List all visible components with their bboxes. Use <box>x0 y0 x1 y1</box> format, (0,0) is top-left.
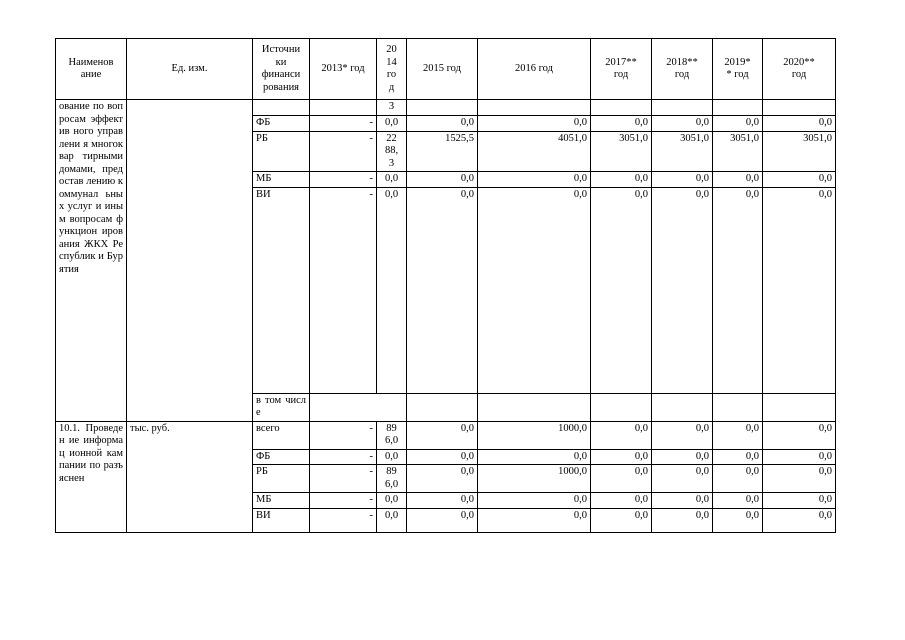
table-row <box>56 100 836 116</box>
cell-2013: - <box>310 508 377 532</box>
cell <box>591 100 652 116</box>
cell-2017: 0,0 <box>591 187 652 393</box>
cell <box>713 100 763 116</box>
cell <box>310 100 377 116</box>
cell-2013: - <box>310 421 377 449</box>
header-unit: Ед. изм. <box>127 39 253 100</box>
cell-2014: 0,0 <box>377 508 407 532</box>
cell <box>478 393 591 421</box>
header-2020: 2020** год <box>763 39 836 100</box>
cell <box>591 393 652 421</box>
cell-2015: 0,0 <box>407 116 478 132</box>
cell-2016: 1000,0 <box>478 421 591 449</box>
cell-2020: 3051,0 <box>763 131 836 172</box>
cell-2017: 0,0 <box>591 508 652 532</box>
financing-table <box>55 38 836 533</box>
cell-2013: - <box>310 172 377 188</box>
cell-2014: 0,0 <box>377 116 407 132</box>
cell-source: ФБ <box>253 449 310 465</box>
cell-2018: 0,0 <box>652 116 713 132</box>
cell-2017: 0,0 <box>591 172 652 188</box>
cell-2013: - <box>310 187 377 393</box>
cell <box>763 100 836 116</box>
cell-2019: 3051,0 <box>713 131 763 172</box>
cell-2019: 0,0 <box>713 172 763 188</box>
cell-2019: 0,0 <box>713 449 763 465</box>
cell-2017: 0,0 <box>591 116 652 132</box>
cell <box>652 100 713 116</box>
cell-2017: 0,0 <box>591 449 652 465</box>
cell-2020: 0,0 <box>763 449 836 465</box>
cell-2020: 0,0 <box>763 187 836 393</box>
header-row <box>56 39 836 100</box>
cell-2018: 0,0 <box>652 449 713 465</box>
cell-2018: 0,0 <box>652 421 713 449</box>
block2-unit: тыс. руб. <box>127 421 253 532</box>
cell-2020: 0,0 <box>763 508 836 532</box>
cell-2015: 0,0 <box>407 172 478 188</box>
cell-2018: 0,0 <box>652 493 713 509</box>
cell-2014: 3 <box>377 100 407 116</box>
cell-2014: 0,0 <box>377 172 407 188</box>
cell-2014: 0,0 <box>377 449 407 465</box>
cell-2017: 0,0 <box>591 421 652 449</box>
cell-2017: 0,0 <box>591 493 652 509</box>
cell-2019: 0,0 <box>713 465 763 493</box>
cell <box>407 393 478 421</box>
cell-2016: 0,0 <box>478 508 591 532</box>
cell-source: МБ <box>253 493 310 509</box>
cell-2015: 1525,5 <box>407 131 478 172</box>
including-label: в том числе <box>253 393 310 421</box>
cell-source: всего <box>253 421 310 449</box>
cell-2019: 0,0 <box>713 116 763 132</box>
cell-2015: 0,0 <box>407 465 478 493</box>
cell-source: МБ <box>253 172 310 188</box>
cell <box>652 393 713 421</box>
header-source: Источни ки финанси рования <box>253 39 310 100</box>
cell <box>253 100 310 116</box>
cell-2014: 0,0 <box>377 493 407 509</box>
cell-2016: 4051,0 <box>478 131 591 172</box>
cell-2020: 0,0 <box>763 172 836 188</box>
cell-2020: 0,0 <box>763 465 836 493</box>
cell-2013: - <box>310 465 377 493</box>
block2-name: 10.1. Проведен ие информац ионной кампании по разъяснен <box>56 421 127 532</box>
cell-2019: 0,0 <box>713 421 763 449</box>
cell-2015: 0,0 <box>407 187 478 393</box>
cell-source: ФБ <box>253 116 310 132</box>
cell-2015: 0,0 <box>407 493 478 509</box>
cell-2020: 0,0 <box>763 421 836 449</box>
cell-2018: 3051,0 <box>652 131 713 172</box>
header-2016: 2016 год <box>478 39 591 100</box>
cell-2020: 0,0 <box>763 116 836 132</box>
cell-source: РБ <box>253 465 310 493</box>
cell-source: ВИ <box>253 508 310 532</box>
cell-2018: 0,0 <box>652 187 713 393</box>
cell-2019: 0,0 <box>713 493 763 509</box>
header-2017: 2017** год <box>591 39 652 100</box>
cell-2014: 0,0 <box>377 187 407 393</box>
cell-2015: 0,0 <box>407 421 478 449</box>
cell-2017: 0,0 <box>591 465 652 493</box>
block1-name: ование по вопросам эффектив ного управлени я многоквар тирными домами, предостав лению коммунал ьных услуг и иным вопросам функцион ирования ЖКХ Республик и Бурятия <box>56 100 127 422</box>
header-name: Наименов ание <box>56 39 127 100</box>
cell-2020: 0,0 <box>763 493 836 509</box>
cell-2016: 0,0 <box>478 172 591 188</box>
header-2019: 2019* * год <box>713 39 763 100</box>
cell-2015: 0,0 <box>407 449 478 465</box>
cell-2016: 0,0 <box>478 116 591 132</box>
cell-2018: 0,0 <box>652 172 713 188</box>
cell-2015: 0,0 <box>407 508 478 532</box>
cell-2013: - <box>310 116 377 132</box>
block1-unit <box>127 100 253 422</box>
cell <box>407 100 478 116</box>
header-2018: 2018** год <box>652 39 713 100</box>
cell-2013: - <box>310 493 377 509</box>
table-row <box>56 421 836 449</box>
cell-2019: 0,0 <box>713 187 763 393</box>
cell-2014: 89 6,0 <box>377 465 407 493</box>
header-2013: 2013* год <box>310 39 377 100</box>
cell-2019: 0,0 <box>713 508 763 532</box>
cell-source: РБ <box>253 131 310 172</box>
cell-2016: 0,0 <box>478 493 591 509</box>
cell-2017: 3051,0 <box>591 131 652 172</box>
header-2014: 20 14 го д <box>377 39 407 100</box>
cell-2016: 0,0 <box>478 187 591 393</box>
cell-2013: - <box>310 449 377 465</box>
cell-2018: 0,0 <box>652 508 713 532</box>
cell <box>478 100 591 116</box>
cell-2014: 22 88, 3 <box>377 131 407 172</box>
cell <box>713 393 763 421</box>
cell <box>310 393 407 421</box>
cell-2016: 0,0 <box>478 449 591 465</box>
cell-source: ВИ <box>253 187 310 393</box>
cell-2018: 0,0 <box>652 465 713 493</box>
cell-2014: 89 6,0 <box>377 421 407 449</box>
header-2015: 2015 год <box>407 39 478 100</box>
cell-2013: - <box>310 131 377 172</box>
cell-2016: 1000,0 <box>478 465 591 493</box>
cell <box>763 393 836 421</box>
